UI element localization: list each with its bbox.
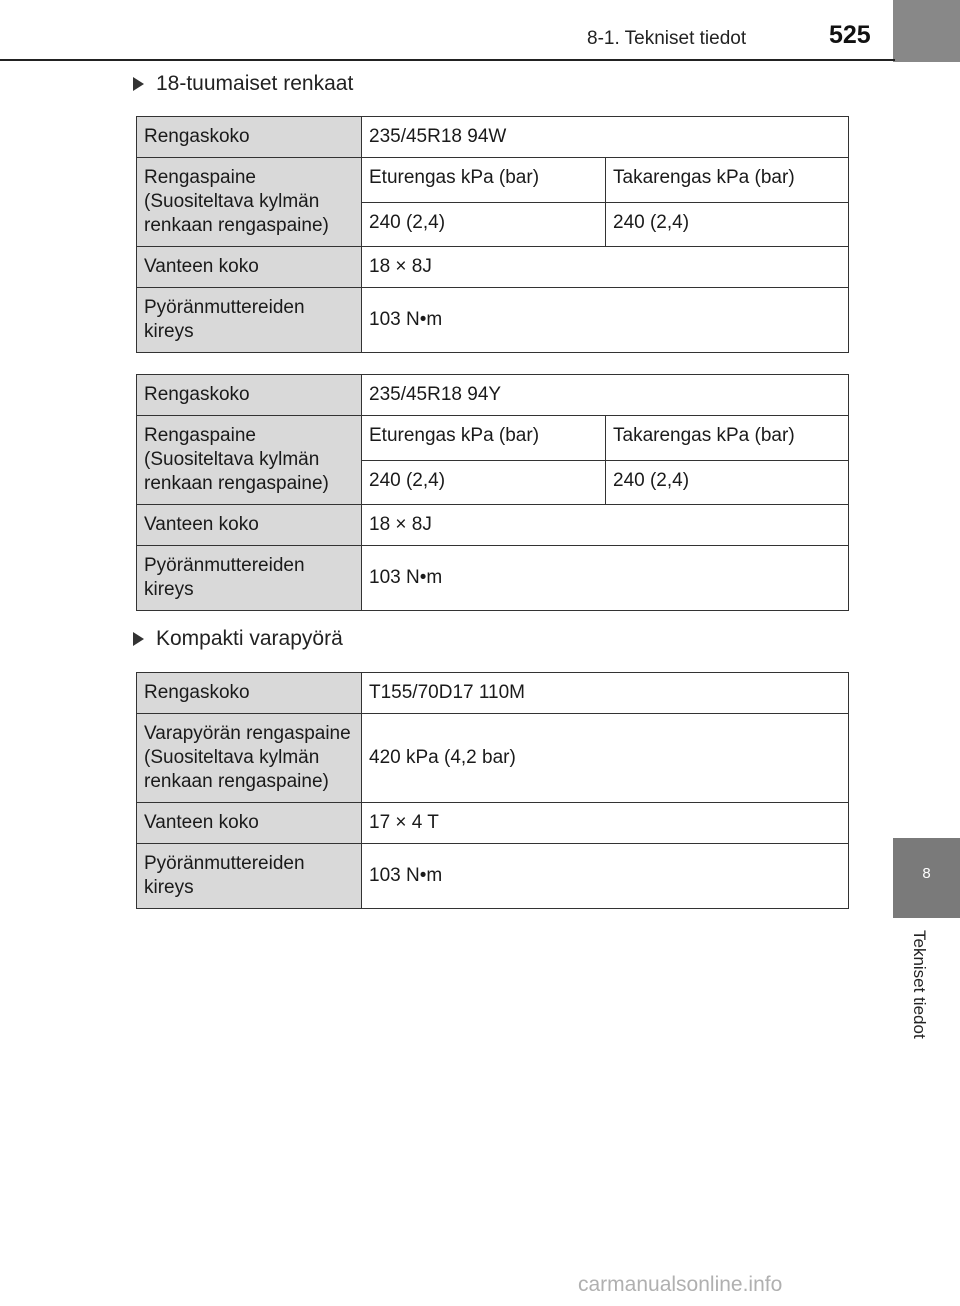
rear-tire-pressure: 240 (2,4)	[606, 202, 849, 247]
lug-nut-torque-value: 103 N•m	[362, 844, 849, 909]
lug-nut-torque-label: Pyöränmuttereiden kireys	[137, 546, 362, 611]
tire-size-value: T155/70D17 110M	[362, 673, 849, 714]
lug-nut-torque-label: Pyöränmuttereiden kireys	[137, 288, 362, 353]
tire-size-value: 235/45R18 94W	[362, 117, 849, 158]
lug-nut-torque-label: Pyöränmuttereiden kireys	[137, 844, 362, 909]
spare-tire-spec-table	[136, 672, 849, 909]
chapter-tab-label: Tekniset tiedot	[910, 930, 929, 1039]
section-heading-text: 18-tuumaiset renkaat	[156, 72, 354, 95]
tire-size-value: 235/45R18 94Y	[362, 375, 849, 416]
side-tab-upper	[893, 0, 960, 62]
header-rule	[0, 59, 895, 61]
spare-pressure-label: Varapyörän rengaspaine (Suositeltava kylmän renkaan rengaspaine)	[137, 714, 362, 803]
tire-size-label: Rengaskoko	[137, 375, 362, 416]
rear-tire-pressure: 240 (2,4)	[606, 460, 849, 505]
spare-pressure-value: 420 kPa (4,2 bar)	[362, 714, 849, 803]
lug-nut-torque-value: 103 N•m	[362, 288, 849, 353]
front-tire-header: Eturengas kPa (bar)	[362, 158, 606, 203]
arrow-right-icon	[133, 77, 144, 91]
front-tire-pressure: 240 (2,4)	[362, 460, 606, 505]
rim-size-label: Vanteen koko	[137, 505, 362, 546]
rim-size-value: 18 × 8J	[362, 505, 849, 546]
tire-size-label: Rengaskoko	[137, 117, 362, 158]
front-tire-pressure: 240 (2,4)	[362, 202, 606, 247]
arrow-right-icon	[133, 632, 144, 646]
page-number: 525	[829, 21, 871, 49]
tire-pressure-label: Rengaspaine (Suositeltava kylmän renkaan rengaspaine)	[137, 158, 362, 247]
section-heading-spare-wheel	[133, 627, 343, 651]
tire-spec-table-94w	[136, 116, 849, 353]
rim-size-label: Vanteen koko	[137, 803, 362, 844]
section-heading-text: Kompakti varapyörä	[156, 627, 343, 650]
header-section-title: 8-1. Tekniset tiedot	[587, 28, 747, 49]
front-tire-header: Eturengas kPa (bar)	[362, 416, 606, 461]
section-heading-18-inch	[133, 72, 353, 96]
tire-size-label: Rengaskoko	[137, 673, 362, 714]
lug-nut-torque-value: 103 N•m	[362, 546, 849, 611]
watermark: carmanualsonline.info	[578, 1273, 783, 1296]
rim-size-value: 18 × 8J	[362, 247, 849, 288]
tire-pressure-label: Rengaspaine (Suositeltava kylmän renkaan rengaspaine)	[137, 416, 362, 505]
chapter-tab-number: 8	[893, 838, 960, 918]
rim-size-label: Vanteen koko	[137, 247, 362, 288]
rim-size-value: 17 × 4 T	[362, 803, 849, 844]
tire-spec-table-94y	[136, 374, 849, 611]
rear-tire-header: Takarengas kPa (bar)	[606, 158, 849, 203]
rear-tire-header: Takarengas kPa (bar)	[606, 416, 849, 461]
